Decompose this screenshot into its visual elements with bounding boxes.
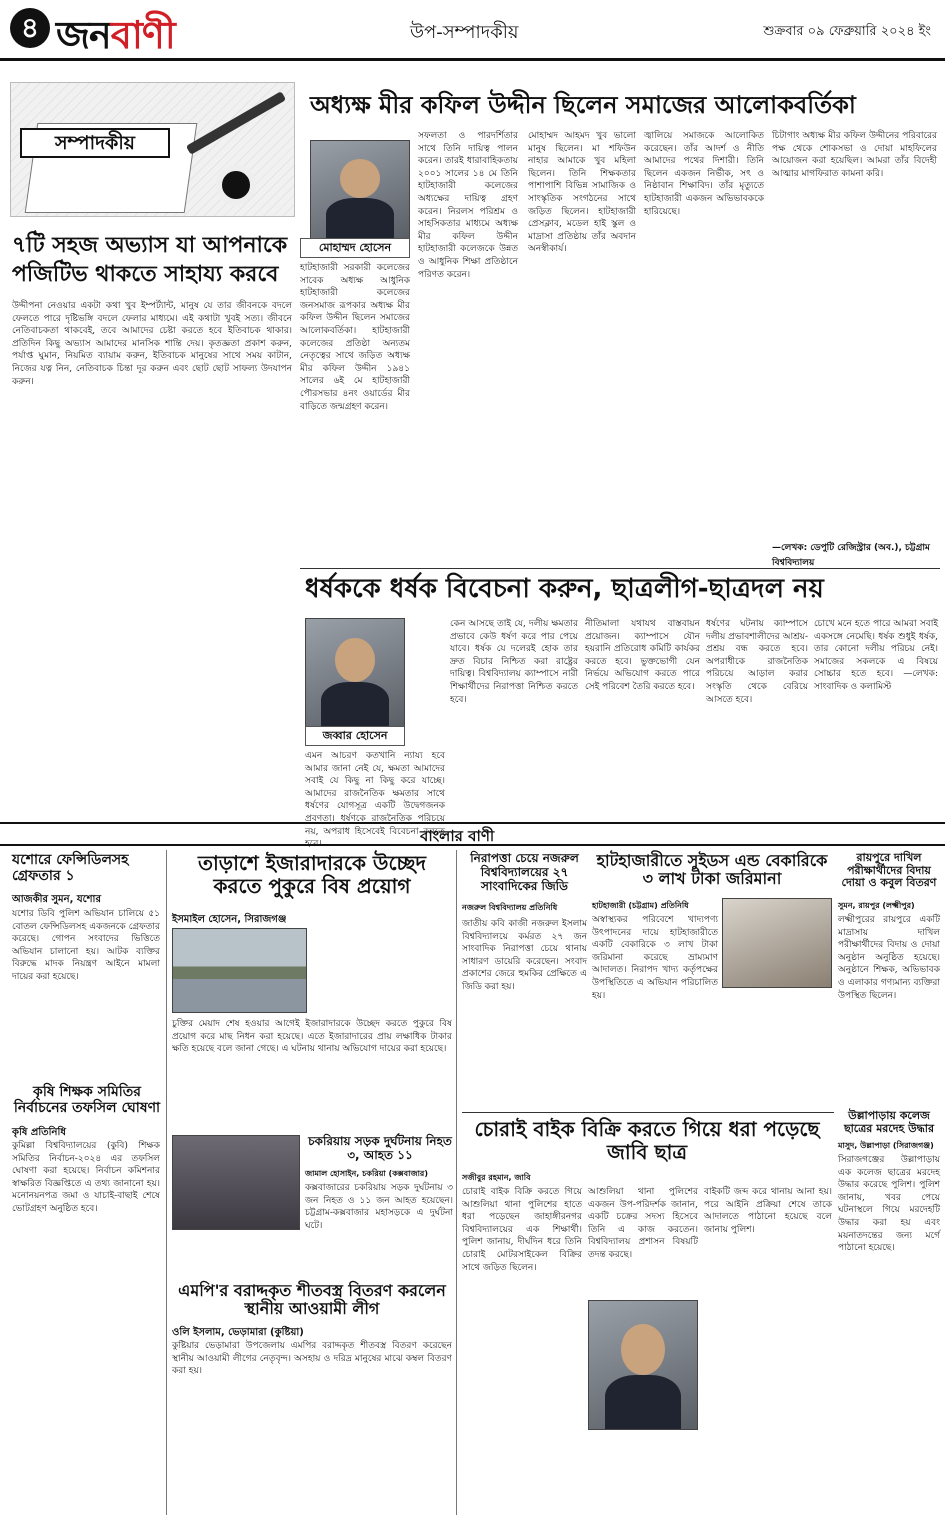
lead-col-1: হাটহাজারী সরকারী কলেজের সাবেক অধ্যক্ষ আধুনিক হাটহাজারী কলেজের জনসমাজ রূপকার অধ্যক্ষ মীর কফিল উদ্দীন ছিলেন সমাজের আলোকবর্তিকা। হাটহাজারী কলেজের প্রতিষ্ঠা অন্যতম নেতৃত্বের সাথে জড়িত অধ্যক্ষ মীর কফিল উদ্দীন ১৯৪১ সালের ৬ই মে হাটহাজারী পৌরসভার ৪নং ওয়ার্ডের মীর বাড়িতে জন্মগ্রহণ করেন।	[300, 263, 410, 412]
news-divider	[462, 1112, 834, 1113]
news4-headline: নিরাপত্তা চেয়ে নজরুল বিশ্ববিদ্যালয়ের ২৭ সাংবাদিকের জিডি	[470, 851, 579, 893]
section-title: উপ-সম্পাদকীয়	[410, 22, 519, 43]
masthead-rule	[0, 58, 945, 61]
news5-byline: হাটহাজারী (চট্টগ্রাম) প্রতিনিধি	[592, 901, 689, 910]
face-graphic	[340, 159, 379, 198]
news6-byline: সুমন, রায়পুর (লক্ষ্মীপুর)	[838, 901, 915, 910]
rapist-col-2: কেন আসছে তাই যে, দলীয় ক্ষমতার প্রভাবে কেউ ধর্ষণ করে পার পেয়ে যাবে। ধর্ষক যে দলেরই হোক তার দ্রুত বিচার নিশ্চিত করা রাষ্ট্রের দায়িত্ব। বিশ্ববিদ্যালয় ক্যাম্পাসে নারী শিক্ষার্থীদের নিরাপত্তা নিশ্চিত করতে হবে।	[450, 619, 578, 705]
masthead	[0, 0, 945, 78]
regional-section-bar	[0, 822, 945, 846]
news6-headline: রায়পুরে দাখিল পরীক্ষার্থীদের বিদায় দোয়া ও কবুল বিতরণ	[841, 851, 937, 890]
news10-body: চোরাই বাইক বিক্রি করতে গিয়ে আশুলিয়া থানা পুলিশের হাতে ধরা পড়েছেন জাহাঙ্গীরনগর বিশ্ববিদ্যালয়ের এক শিক্ষার্থী। পুলিশ জানায়, দীর্ঘদিন ধরে তিনি চোরাই মোটরসাইকেল বিক্রির সাথে জড়িত ছিলেন।	[462, 1187, 582, 1273]
news8-headline: চকরিয়ায় সড়ক দুর্ঘটনায় নিহত ৩, আহত ১১	[308, 1134, 452, 1162]
news3-body: চুক্তির মেয়াদ শেষ হওয়ার আগেই ইজারাদারকে উচ্ছেদ করতে পুকুরে বিষ প্রয়োগ করে মাছ নিধন করা হয়েছে। এতে ইজারাদারের প্রায় লক্ষাধিক টাকার ক্ষতি হয়েছে বলে জানা গেছে। এ ঘটনায় থানায় অভিযোগ দায়ের করা হয়েছে।	[172, 1019, 452, 1055]
news8-body: কক্সবাজারের চকরিয়ায় সড়ক দুর্ঘটনায় ৩ জন নিহত ও ১১ জন আহত হয়েছেন। চট্টগ্রাম-কক্সবাজার মহাসড়কে এ দুর্ঘটনা ঘটে।	[305, 1183, 453, 1231]
news10-headline: চোরাই বাইক বিক্রি করতে গিয়ে ধরা পড়েছে জাবি ছাত্র	[474, 1117, 820, 1164]
paper-logo-part1: জন	[56, 13, 111, 57]
rapist-col-4: ধর্ষণের ঘটনায় ক্যাম্পাসে দলীয় প্রভাবশালীদের আশ্রয়-প্রশ্রয় বন্ধ করতে হবে। অপরাধীকে রাজনৈতিক পরিচয়ে আড়াল করার সংস্কৃতি থেকে বেরিয়ে আসতে হবে।	[706, 619, 808, 705]
issue-date: শুক্রবার ০৯ ফেব্রুয়ারি ২০২৪ ইং	[763, 24, 931, 39]
rapist-col-1: এমন আচরণ কতখানি ন্যায্য হবে আমার জানা নেই যে, ক্ষমতা আমাদের সবাই যে কিছু না কিছু করে যাচ্ছে। আমাদের রাজনৈতিক ক্ষমতার সাথে ধর্ষণের যোগসূত্র একটি উদ্বেগজনক প্রবণতা। ধর্ষণকে রাজনৈতিক পরিচয়ে নয়, অপরাধ হিসেবেই বিবেচনা করতে হবে।	[305, 751, 445, 850]
news3-pond-photo	[172, 928, 307, 1013]
face-graphic	[621, 1324, 664, 1375]
news3-headline: তাড়াশে ইজারাদারকে উচ্ছেদ করতে পুকুরে বিষ প্রয়োগ	[198, 851, 426, 898]
news6-body: লক্ষ্মীপুরের রায়পুরে একটি মাদ্রাসায় দাখিল পরীক্ষার্থীদের বিদায় ও দোয়া অনুষ্ঠান অনুষ্ঠিত হয়েছে। অনুষ্ঠানে শিক্ষক, অভিভাবক ও এলাকার গণ্যমান্য ব্যক্তিরা উপস্থিত ছিলেন।	[838, 915, 940, 1001]
paper-logo-part2: বাণী	[110, 13, 175, 57]
news9-distribution-photo	[172, 1135, 300, 1230]
col-divider	[456, 850, 457, 1515]
news2-body: কুমিল্লা বিশ্ববিদ্যালয়ের (কুবি) শিক্ষক সমিতির নির্বাচন-২০২৪ এর তফসিল ঘোষণা করা হয়েছে। নির্বাচন কমিশনার স্বাক্ষরিত বিজ্ঞপ্তিতে এ তথ্য জানানো হয়। মনোনয়নপত্র জমা ও যাচাই-বাছাই শেষে ভোটগ্রহণ অনুষ্ঠিত হবে।	[12, 1141, 160, 1214]
rapist-author-photo	[305, 618, 405, 728]
lead-col-3: মোহাম্মদ আহমদ খুব ভালো মানুষ ছিলেন। মা শফিউন নাহার আমাকে খুব মহিলা ছিলেন। তিনি শিক্ষকতার পাশাপাশি বিভিন্ন সামাজিক ও সাংস্কৃতিক সংগঠনের সাথে জড়িত ছিলেন। হাটহাজারী প্রেসক্লাব, মডেল হাই স্কুল ও মাদ্রাসা প্রতিষ্ঠায় তাঁর অবদান অনস্বীকার্য।	[528, 131, 636, 255]
news2-headline: কৃষি শিক্ষক সমিতির নির্বাচনের তফসিল ঘোষণা	[13, 1084, 161, 1117]
news4-byline: নজরুল বিশ্ববিদ্যালয় প্রতিনিধি	[462, 903, 558, 912]
suit-graphic	[326, 198, 395, 239]
ink-dot-graphic	[216, 165, 256, 205]
news1-body: যশোর ডিবি পুলিশ অভিযান চালিয়ে ৫১ বোতল ফেন্সিডিলসহ একজনকে গ্রেফতার করেছে। গোপন সংবাদের ভিত্তিতে অভিযান চালানো হয়। আটক ব্যক্তির বিরুদ্ধে মাদক নিয়ন্ত্রণ আইনে মামলা দায়ের করা হয়েছে।	[12, 909, 160, 982]
lead-col-5: চিটাগাং অধ্যক্ষ মীর কফিল উদ্দীনের পরিবারের পক্ষ থেকে শোকসভা ও দোয়া মাহফিলের আয়োজন করা হয়েছিল। আমরা তাঁর বিদেহী আত্মার মাগফিরাত কামনা করি।	[772, 131, 937, 179]
editorial-label: সম্পাদকীয়	[20, 128, 170, 158]
rapist-col-5: চোখে মনে হতে পারে আমরা সবাই একসঙ্গে নেমেছি। ধর্ষক শুধুই ধর্ষক, তার কোনো দলীয় পরিচয় নেই। সমাজের সকলকে এ বিষয়ে সোচ্চার হতে হবে। —লেখক: সাংবাদিক ও কলামিস্ট	[814, 619, 938, 692]
news8-byline: জামাল হোসাইন, চকরিয়া (কক্সবাজার)	[305, 1169, 428, 1178]
lead-author-photo	[310, 140, 410, 240]
page-number: ৪	[10, 8, 50, 48]
news3-byline: ইসমাইল হোসেন, সিরাজগঞ্জ	[172, 914, 287, 925]
news5-bakery-photo	[722, 898, 832, 988]
news10-col-2: আশুলিয়া থানা পুলিশের একজন উপ-পরিদর্শক জানান, একটি চক্রের সদস্য হিসেবে তিনি এ কাজ করতেন। বিশ্ববিদ্যালয় প্রশাসন বিষয়টি তদন্ত করছে।	[588, 1187, 698, 1260]
regional-section-title: বাংলার বাণী	[420, 827, 495, 845]
news7-body: সিরাজগঞ্জের উল্লাপাড়ায় এক কলেজ ছাত্রের মরদেহ উদ্ধার করেছে পুলিশ। পুলিশ জানায়, খবর পেয়ে ঘটনাস্থলে গিয়ে মরদেহটি উদ্ধার করা হয় এবং ময়নাতদন্তের জন্য মর্গে পাঠানো হয়েছে।	[838, 1155, 940, 1254]
rapist-headline: ধর্ষককে ধর্ষক বিবেচনা করুন, ছাত্রলীগ-ছাত্রদল নয়	[305, 574, 824, 604]
news5-headline: হাটহাজারীতে সুইডস এন্ড বেকারিকে ৩ লাখ টাকা জরিমানা	[596, 851, 828, 889]
rapist-col-3: নীতিমালা যথাযথ বাস্তবায়ন প্রয়োজন। ক্যাম্পাসে যৌন হয়রানি প্রতিরোধ কমিটি কার্যকর করতে হবে। ভুক্তভোগী যেন নির্ভয়ে অভিযোগ করতে পারে সেই পরিবেশ তৈরি করতে হবে।	[585, 619, 700, 692]
news10-col-3: বাইকটি জব্দ করে থানায় আনা হয়। পরে আইনি প্রক্রিয়া শেষে তাকে আদালতে পাঠানো হয়েছে বলে জানায় পুলিশ।	[704, 1187, 832, 1235]
lead-divider	[300, 568, 940, 569]
face-graphic	[335, 638, 374, 681]
habits-body: উদ্দীপনা নেওয়ার একটা কথা খুব ইম্পর্ট্যান্ট, মানুষ যে তার জীবনকে বদলে ফেলতে পারে দৃষ্টিভঙ্গি বদলে ফেলার মাধ্যমে। এই কথাটা খুবই সত্য। জীবনে নেতিবাচকতা থাকবেই, তবে আমাদের চেষ্টা করতে হবে ইতিবাচক থাকার। প্রতিদিন কিছু অভ্যাস আমাদের মানসিক শান্তি দেয়। কৃতজ্ঞতা প্রকাশ করুন, পর্যাপ্ত ঘুমান, নিয়মিত ব্যায়াম করুন, ইতিবাচক মানুষের সাথে সময় কাটান, নিজের যত্ন নিন, নেতিবাচক চিন্তা দূর করুন এবং ছোট ছোট সাফল্য উদযাপন করুন।	[12, 301, 292, 387]
news5-body: অস্বাস্থ্যকর পরিবেশে খাদ্যপণ্য উৎপাদনের দায়ে হাটহাজারীতে একটি বেকারিকে ৩ লাখ টাকা জরিমানা করেছে ভ্রাম্যমাণ আদালত। নিরাপদ খাদ্য কর্তৃপক্ষের উপস্থিতিতে এ অভিযান পরিচালিত হয়।	[592, 915, 718, 1001]
news2-byline: কৃষি প্রতিনিধি	[12, 1127, 66, 1138]
rapist-author-name: জব্বার হোসেন	[305, 726, 405, 746]
news1-byline: আজকীর সুমন, যশোর	[12, 894, 101, 905]
news1-headline: যশোরে ফেন্সিডিলসহ গ্রেফতার ১	[12, 852, 129, 885]
news9-body: কুষ্টিয়ার ভেড়ামারা উপজেলায় এমপির বরাদ্দকৃত শীতবস্ত্র বিতরণ করেছেন স্থানীয় আওয়ামী লীগের নেতৃবৃন্দ। অসহায় ও দরিদ্র মানুষের মাঝে কম্বল বিতরণ করা হয়।	[172, 1341, 452, 1377]
lead-col-4: জ্বালিয়ে সমাজকে আলোকিত করেছেন। তাঁর আদর্শ ও নীতি আমাদের পথের দিশারী। তিনি ছিলেন একজন নির্ভীক, সৎ ও নিষ্ঠাবান শিক্ষাবিদ। তাঁর মৃত্যুতে হাটহাজারী একজন অভিভাবককে হারিয়েছে।	[644, 131, 764, 217]
news10-student-photo	[588, 1300, 698, 1430]
news9-headline: এমপি'র বরাদ্দকৃত শীতবস্ত্র বিতরণ করলেন স্থানীয় আওয়ামী লীগ	[178, 1281, 446, 1319]
news9-byline: ওলি ইসলাম, ভেড়ামারা (কুষ্টিয়া)	[172, 1327, 304, 1338]
pen-icon	[186, 91, 286, 155]
suit-graphic	[321, 682, 390, 727]
lead-headline: অধ্যক্ষ মীর কফিল উদ্দীন ছিলেন সমাজের আলোকবর্তিকা	[310, 91, 856, 119]
lead-col-2: সফলতা ও পারদর্শিতার সাথে তিনি দায়িত্ব পালন করেন। তারই ধারাবাহিকতায় ২০০১ সালের ১৪ মে তিনি হাটহাজারী কলেজের অধ্যক্ষের দায়িত্ব গ্রহণ করেন। নিরলস পরিশ্রম ও সাহসিকতার মাধ্যমে অধ্যক্ষ মীর কফিল উদ্দীন হাটহাজারী কলেজকে উন্নত ও আধুনিক শিক্ষা প্রতিষ্ঠানে পরিণত করেন।	[418, 131, 518, 280]
suit-graphic	[605, 1375, 681, 1429]
news10-byline: সজীবুর রহমান, জাবি	[462, 1173, 531, 1182]
news4-body: জাতীয় কবি কাজী নজরুল ইসলাম বিশ্ববিদ্যালয়ে কর্মরত ২৭ জন সাংবাদিক নিরাপত্তা চেয়ে থানায় সাধারণ ডায়েরি করেছেন। সংবাদ প্রকাশের জেরে হুমকির প্রেক্ষিতে এ জিডি করা হয়।	[462, 919, 587, 992]
lead-signature: —লেখক: ডেপুটি রেজিস্ট্রার (অব.), চট্টগ্রাম বিশ্ববিদ্যালয়	[772, 543, 930, 568]
lead-author-name: মোহাম্মদ হোসেন	[300, 238, 410, 258]
news7-byline: মাসুদ, উল্লাপাড়া (সিরাজগঞ্জ)	[838, 1141, 934, 1150]
news7-headline: উল্লাপাড়ায় কলেজ ছাত্রের মরদেহ উদ্ধার	[843, 1109, 935, 1135]
col-divider	[166, 850, 167, 1515]
habits-headline: ৭টি সহজ অভ্যাস যা আপনাকে পজিটিভ থাকতে সাহায্য করবে	[12, 233, 288, 287]
